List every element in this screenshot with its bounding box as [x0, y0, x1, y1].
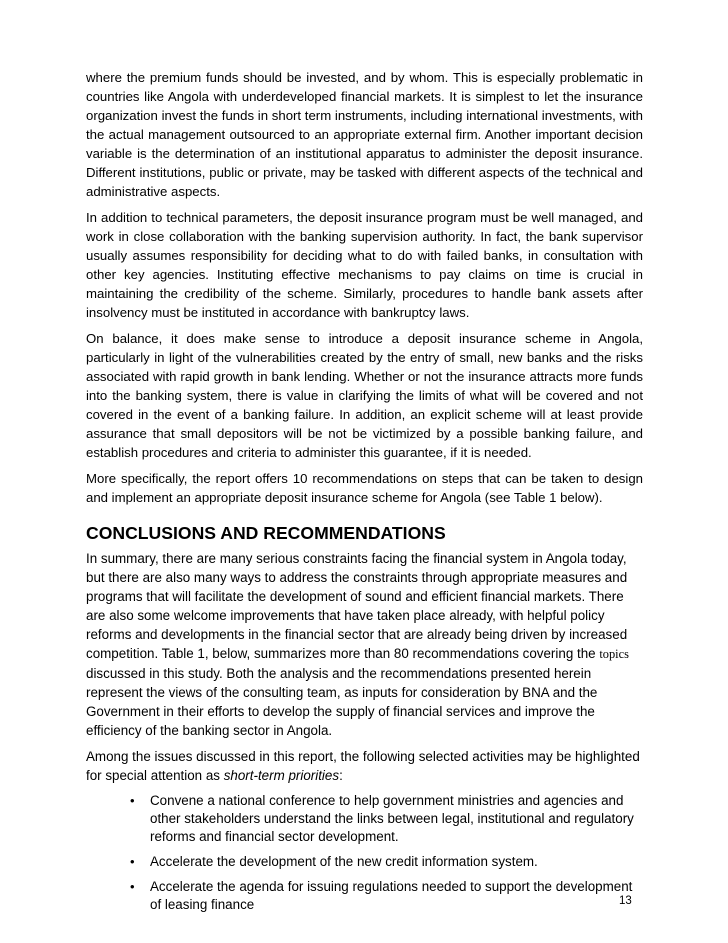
list-item [86, 792, 643, 846]
priorities-intro-text: Among the issues discussed in this report, the following selected activities may be highlighted for special attention as [86, 749, 640, 783]
bullet-icon: • [130, 879, 135, 894]
priorities-intro-paragraph [86, 747, 643, 785]
section-heading: CONCLUSIONS AND RECOMMENDATIONS [86, 523, 446, 543]
conclusions-paragraph [86, 549, 643, 740]
body-paragraph-2: In addition to technical parameters, the deposit insurance program must be well managed, and work in close collaboration with the banking supervision authority. In fact, the bank supervisor usually assumes responsibility for deciding what to do with failed banks, in consultation with other key agencies. Instituting effective mechanisms to pay claims on time is crucial in maintaining the credibility of the scheme. Similarly, procedures to handle bank assets after insolvency must be instituted in accordance with bankruptcy laws. [86, 210, 643, 320]
priorities-list [86, 792, 643, 914]
bullet-icon: • [130, 793, 135, 808]
page-number: 13 [619, 895, 632, 907]
list-item [86, 878, 643, 914]
list-item-text: Accelerate the development of the new credit information system. [150, 854, 538, 869]
list-item-text: Accelerate the agenda for issuing regulations needed to support the development of leasing finance [150, 879, 633, 912]
list-item [86, 853, 643, 871]
body-paragraph-1: where the premium funds should be invested, and by whom. This is especially problematic in countries like Angola with underdeveloped financial markets. It is simplest to let the insurance organization invest the funds in short term instruments, including international investments, with the actual management outsourced to an appropriate external firm. Another important decision variable is the determination of an institutional apparatus to administer the deposit insurance. Different institutions, public or private, may be tasked with different aspects of the technical and administrative aspects. [86, 70, 643, 199]
priorities-intro-colon: : [339, 768, 343, 783]
bullet-icon: • [130, 854, 135, 869]
document-page [86, 68, 643, 921]
conclusions-text-start: In summary, there are many serious constraints facing the financial system in Angola today, but there are also many ways to address the constraints through appropriate measures and programs that will facilitate the development of sound and efficient financial markets. There are also some welcome improvements that have taken place already, with helpful policy reforms and developments in the financial sector that are already being driven by increased competition. Table 1, below, summarizes more than 80 recommendations covering the [86, 551, 628, 661]
short-term-priorities-emphasis: short-term priorities [223, 768, 340, 783]
topics-word: topics [599, 647, 629, 661]
list-item-text: Convene a national conference to help government ministries and agencies and other stakeholders understand the links between legal, institutional and regulatory reforms and financial sector development. [150, 793, 634, 844]
conclusions-text-end: discussed in this study. Both the analysis and the recommendations presented herein represent the views of the consulting team, as inputs for consideration by BNA and the Government in their efforts to develop the supply of financial services and improve the efficiency of the banking sector in Angola. [86, 666, 598, 738]
body-paragraph-3: On balance, it does make sense to introduce a deposit insurance scheme in Angola, particularly in light of the vulnerabilities created by the entry of small, new banks and the risks associated with rapid growth in bank lending. Whether or not the insurance attracts more funds into the banking system, there is value in clarifying the limits of what will be covered and not covered in the event of a banking failure. In addition, an explicit scheme will at least provide assurance that small depositors will be not be victimized by a possible banking failure, and establish procedures and criteria to administer this guarantee, if it is needed. [86, 331, 643, 460]
body-paragraph-4: More specifically, the report offers 10 recommendations on steps that can be taken to design and implement an appropriate deposit insurance scheme for Angola (see Table 1 below). [86, 471, 643, 505]
